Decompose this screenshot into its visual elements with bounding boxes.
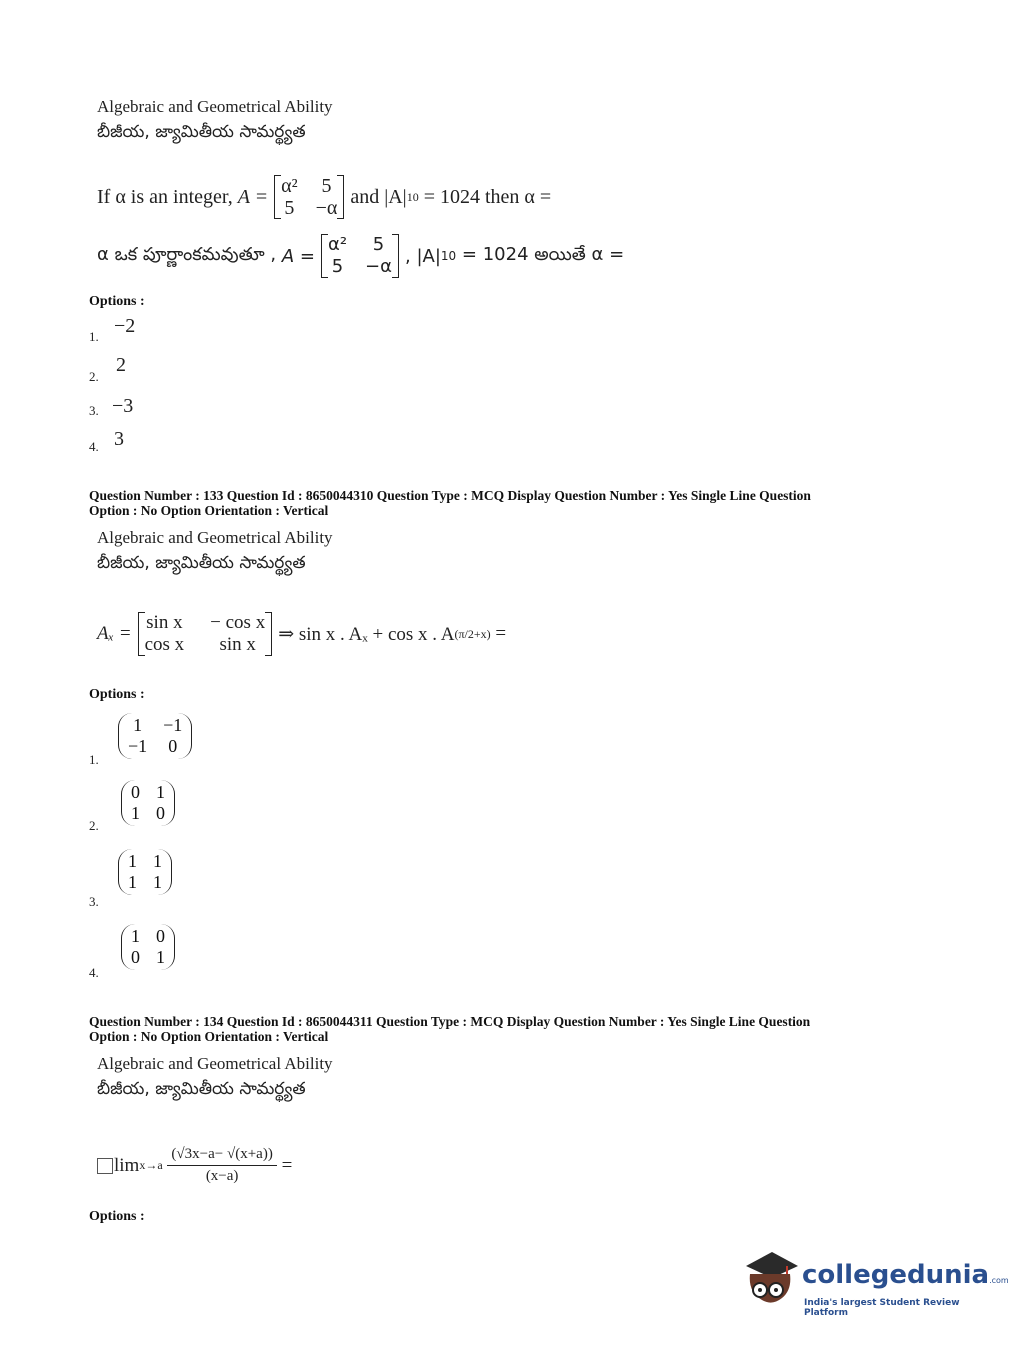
q133-rhs: ⇒ sin x . Aₓ + cos x . A <box>278 623 455 645</box>
q132-option-1-num: 1. <box>89 329 99 344</box>
q132-option-4[interactable]: 3 <box>114 428 124 450</box>
matrix-cell: α² <box>281 175 298 197</box>
q132-en-exp: 10 <box>406 189 419 204</box>
q133-meta-line1: Question Number : 133 Question Id : 8650044310 Question Type : MCQ Display Question Number : Yes Single Line Question <box>89 488 811 503</box>
matrix-cell: 0 <box>156 926 165 946</box>
q134-fraction <box>167 1146 276 1185</box>
q132-te-prefix: α ఒక పూర్ణాంకమవుతూ , <box>97 243 277 265</box>
q133-meta-line2: Option : No Option Orientation : Vertical <box>89 503 329 518</box>
q133-option-3[interactable] <box>118 849 172 895</box>
matrix-cell: sin x <box>146 612 183 633</box>
q133-option-2[interactable] <box>121 780 175 826</box>
matrix-cell: 1 <box>131 926 140 946</box>
q134-subject-en: Algebraic and Geometrical Ability <box>97 1054 333 1073</box>
matrix-cell: 0 <box>131 947 140 967</box>
q134-options-label: Options : <box>89 1209 145 1224</box>
q132-te-rest: = 1024 అయితే α = <box>461 243 625 265</box>
matrix-cell: − cos x <box>210 612 266 633</box>
matrix-cell: 1 <box>153 851 162 871</box>
logo-tagline: India's largest Student Review Platform <box>804 1298 960 1318</box>
q134-denominator: (x−a) <box>205 1168 239 1184</box>
q132-te-mid: , |A| <box>405 245 441 267</box>
matrix-cell: 1 <box>128 872 137 892</box>
q133-question <box>97 612 506 656</box>
matrix-cell: 1 <box>128 851 137 871</box>
matrix-cell: 0 <box>156 803 165 823</box>
matrix-cell: 1 <box>133 715 143 735</box>
matrix-cell: 5 <box>284 197 295 219</box>
matrix-cell: −1 <box>163 715 183 735</box>
q133-option-1-num: 1. <box>89 752 99 767</box>
q134-subject-te: బీజీయ, జ్యామితీయ సామర్థ్యత <box>97 1079 306 1099</box>
q133-option-2-num: 2. <box>89 818 99 833</box>
q132-en-rest: = 1024 then α = <box>423 185 552 208</box>
q132-option-3-num: 3. <box>89 403 99 418</box>
q133-matrix <box>138 612 273 656</box>
matrix-cell: 5 <box>372 234 385 255</box>
q132-option-2[interactable]: 2 <box>116 354 126 376</box>
q134-lim-sub: x→a <box>139 1158 163 1172</box>
matrix-cell: 1 <box>153 872 162 892</box>
q132-matrix-te <box>321 234 399 278</box>
q134-question <box>97 1146 292 1185</box>
q133-option-3-num: 3. <box>89 894 99 909</box>
q134-lim: lim <box>114 1154 140 1176</box>
q132-matrix <box>274 175 344 219</box>
matrix-cell: 1 <box>156 947 165 967</box>
q134-numerator: (√3x−a− √(x+a)) <box>167 1146 276 1166</box>
q132-te-exp: 10 <box>440 249 457 263</box>
q132-option-2-num: 2. <box>89 369 99 384</box>
q132-option-4-num: 4. <box>89 439 99 454</box>
q133-option-4[interactable] <box>121 924 175 970</box>
matrix-cell: cos x <box>144 634 185 655</box>
q134-meta-line1: Question Number : 134 Question Id : 8650044311 Question Type : MCQ Display Question Number : Yes Single Line Question <box>89 1014 811 1029</box>
q132-option-3[interactable]: −3 <box>112 395 134 417</box>
logo-brand: collegedunia <box>802 1260 990 1290</box>
q132-question-en <box>97 175 551 219</box>
q133-meta <box>89 488 889 518</box>
collegedunia-logo <box>742 1248 1009 1318</box>
matrix-cell: 5 <box>331 256 344 277</box>
q132-subject-en: Algebraic and Geometrical Ability <box>97 97 333 116</box>
matrix-cell: −α <box>365 256 392 277</box>
q134-meta <box>89 1014 889 1044</box>
q134-equals: = <box>281 1154 293 1176</box>
matrix-cell: 1 <box>131 803 140 823</box>
q133-options-label: Options : <box>89 687 145 702</box>
q132-subject-te: బీజీయ, జ్యామితీయ సామర్థ్యత <box>97 122 306 142</box>
q134-meta-line2: Option : No Option Orientation : Vertical <box>89 1029 329 1044</box>
matrix-cell: 5 <box>321 175 332 197</box>
q133-rhs-sub: (π/2+x) <box>454 626 491 641</box>
q133-subject-en: Algebraic and Geometrical Ability <box>97 528 333 547</box>
q132-options-label: Options : <box>89 294 145 309</box>
mascot-icon <box>742 1248 800 1310</box>
matrix-cell: α² <box>327 234 348 255</box>
matrix-cell: 0 <box>131 782 140 802</box>
broken-image-icon <box>97 1158 113 1174</box>
q133-subject-te: బీజీయ, జ్యామితీయ సామర్థ్యత <box>97 553 306 573</box>
q132-en-prefix: If α is an integer, <box>97 185 233 208</box>
q132-question-te <box>97 234 624 278</box>
q132-te-a: A = <box>281 245 315 267</box>
q133-rhs-eq: = <box>495 623 507 644</box>
matrix-cell: sin x <box>219 634 256 655</box>
q132-en-and: and |A| <box>350 185 407 208</box>
matrix-cell: 1 <box>156 782 165 802</box>
q133-option-1[interactable] <box>118 713 192 759</box>
q133-option-4-num: 4. <box>89 965 99 980</box>
q132-option-1[interactable]: −2 <box>114 315 136 337</box>
matrix-cell: −1 <box>128 736 148 756</box>
logo-brand-suffix: .com <box>989 1276 1009 1285</box>
q132-en-a: A = <box>237 185 269 208</box>
matrix-cell: −α <box>315 197 338 219</box>
q133-lhs: Aₓ = <box>97 623 132 644</box>
matrix-cell: 0 <box>168 736 178 756</box>
